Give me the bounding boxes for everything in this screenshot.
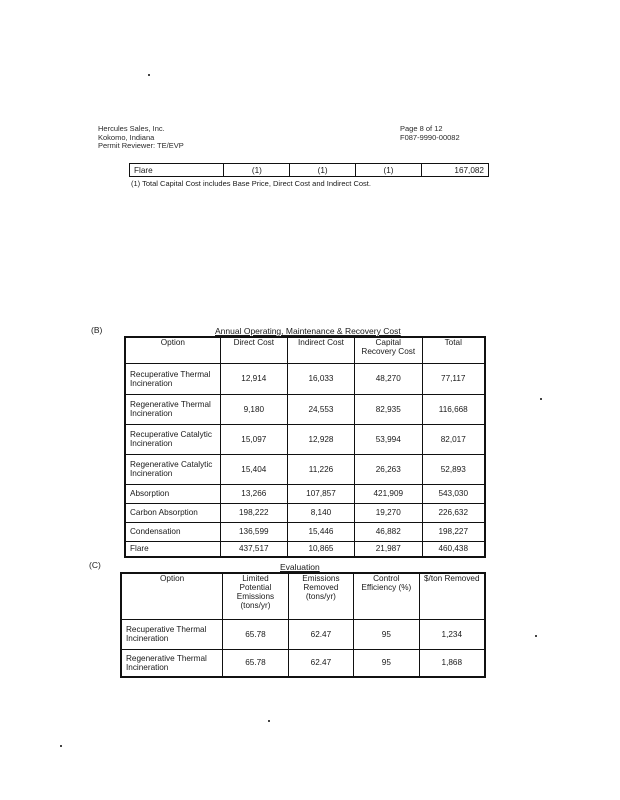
table-cell: 12,914 xyxy=(220,363,287,394)
column-header: Limited Potential Emissions (tons/yr) xyxy=(223,573,288,619)
table-cell: 62.47 xyxy=(288,649,353,677)
table-row xyxy=(125,484,485,503)
table-cell: 167,082 xyxy=(421,164,488,177)
table-row xyxy=(125,363,485,394)
table-cell: Recuperative Catalytic Incineration xyxy=(125,424,220,454)
table-cell: 16,033 xyxy=(287,363,354,394)
table-cell: Flare xyxy=(130,164,224,177)
scan-speck xyxy=(148,74,150,76)
table-cell: 9,180 xyxy=(220,394,287,424)
header-left xyxy=(98,125,184,151)
table-cell: 543,030 xyxy=(422,484,485,503)
table-cell: 15,446 xyxy=(287,522,354,541)
header-right xyxy=(400,125,460,142)
table-row xyxy=(125,522,485,541)
table-row xyxy=(125,454,485,484)
table-cell: 46,882 xyxy=(355,522,422,541)
table-cell: 52,893 xyxy=(422,454,485,484)
table-row xyxy=(125,541,485,557)
table-cell: Regenerative Thermal Incineration xyxy=(121,649,223,677)
table-cell: Flare xyxy=(125,541,220,557)
header-location: Kokomo, Indiana xyxy=(98,132,155,142)
table-row xyxy=(125,503,485,522)
table-cell: 1,868 xyxy=(419,649,485,677)
table-header-row xyxy=(121,573,485,619)
table-cell: 26,263 xyxy=(355,454,422,484)
table-cell: Absorption xyxy=(125,484,220,503)
table-cell: 198,222 xyxy=(220,503,287,522)
column-header: Option xyxy=(125,337,220,363)
table-cell: 136,599 xyxy=(220,522,287,541)
header-company: Hercules Sales, Inc. xyxy=(98,124,165,133)
header-reviewer: Permit Reviewer: TE/EVP xyxy=(98,141,184,150)
table-cell: 421,909 xyxy=(355,484,422,503)
table-cell: 13,266 xyxy=(220,484,287,503)
section-c-letter: (C) xyxy=(89,560,101,570)
column-header: Capital Recovery Cost xyxy=(355,337,422,363)
operating-cost-table xyxy=(124,336,486,558)
table-cell: 107,857 xyxy=(287,484,354,503)
table-cell: 460,438 xyxy=(422,541,485,557)
table-cell: 8,140 xyxy=(287,503,354,522)
table-cell: (1) xyxy=(356,164,422,177)
section-c-title: Evaluation xyxy=(280,562,320,572)
column-header: Option xyxy=(121,573,223,619)
scan-speck xyxy=(268,720,270,722)
table-cell: 82,935 xyxy=(355,394,422,424)
table-cell: 116,668 xyxy=(422,394,485,424)
table-cell: 15,404 xyxy=(220,454,287,484)
capital-cost-table-fragment xyxy=(129,163,489,177)
table-row xyxy=(125,394,485,424)
table-cell: Regenerative Catalytic Incineration xyxy=(125,454,220,484)
table-row xyxy=(121,649,485,677)
table-cell: 12,928 xyxy=(287,424,354,454)
table-row xyxy=(121,619,485,649)
column-header: Direct Cost xyxy=(220,337,287,363)
header-page: Page 8 of 12 xyxy=(400,124,443,133)
scan-speck xyxy=(60,745,62,747)
header-permit: F087-9990-00082 xyxy=(400,132,460,142)
evaluation-table xyxy=(120,572,486,678)
table-cell: 1,234 xyxy=(419,619,485,649)
section-b-title: Annual Operating, Maintenance & Recovery Cost xyxy=(215,326,401,336)
table-cell: Carbon Absorption xyxy=(125,503,220,522)
table-cell: 65.78 xyxy=(223,649,288,677)
column-header: Indirect Cost xyxy=(287,337,354,363)
table-cell: 65.78 xyxy=(223,619,288,649)
table-cell: 62.47 xyxy=(288,619,353,649)
table-cell: 77,117 xyxy=(422,363,485,394)
table-cell: 21,987 xyxy=(355,541,422,557)
table-cell: 53,994 xyxy=(355,424,422,454)
scan-speck xyxy=(535,635,537,637)
table-cell: 24,553 xyxy=(287,394,354,424)
table-cell: Regenerative Thermal Incineration xyxy=(125,394,220,424)
column-header: $/ton Removed xyxy=(419,573,485,619)
table-cell: Recuperative Thermal Incineration xyxy=(125,363,220,394)
table-cell: 10,865 xyxy=(287,541,354,557)
table-cell: 15,097 xyxy=(220,424,287,454)
table-header-row xyxy=(125,337,485,363)
table-cell: (1) xyxy=(224,164,290,177)
table-cell: Recuperative Thermal Incineration xyxy=(121,619,223,649)
table-cell: 198,227 xyxy=(422,522,485,541)
footnote: (1) Total Capital Cost includes Base Price, Direct Cost and Indirect Cost. xyxy=(131,179,371,188)
table-row xyxy=(130,164,489,177)
table-cell: 11,226 xyxy=(287,454,354,484)
column-header: Emissions Removed (tons/yr) xyxy=(288,573,353,619)
table-cell: 95 xyxy=(354,649,419,677)
section-b-letter: (B) xyxy=(91,325,103,335)
table-cell: 95 xyxy=(354,619,419,649)
table-cell: (1) xyxy=(290,164,356,177)
column-header: Total xyxy=(422,337,485,363)
table-row xyxy=(125,424,485,454)
table-cell: 437,517 xyxy=(220,541,287,557)
table-cell: Condensation xyxy=(125,522,220,541)
table-cell: 226,632 xyxy=(422,503,485,522)
table-cell: 19,270 xyxy=(355,503,422,522)
column-header: Control Efficiency (%) xyxy=(354,573,419,619)
table-cell: 48,270 xyxy=(355,363,422,394)
table-cell: 82,017 xyxy=(422,424,485,454)
scan-speck xyxy=(540,398,542,400)
